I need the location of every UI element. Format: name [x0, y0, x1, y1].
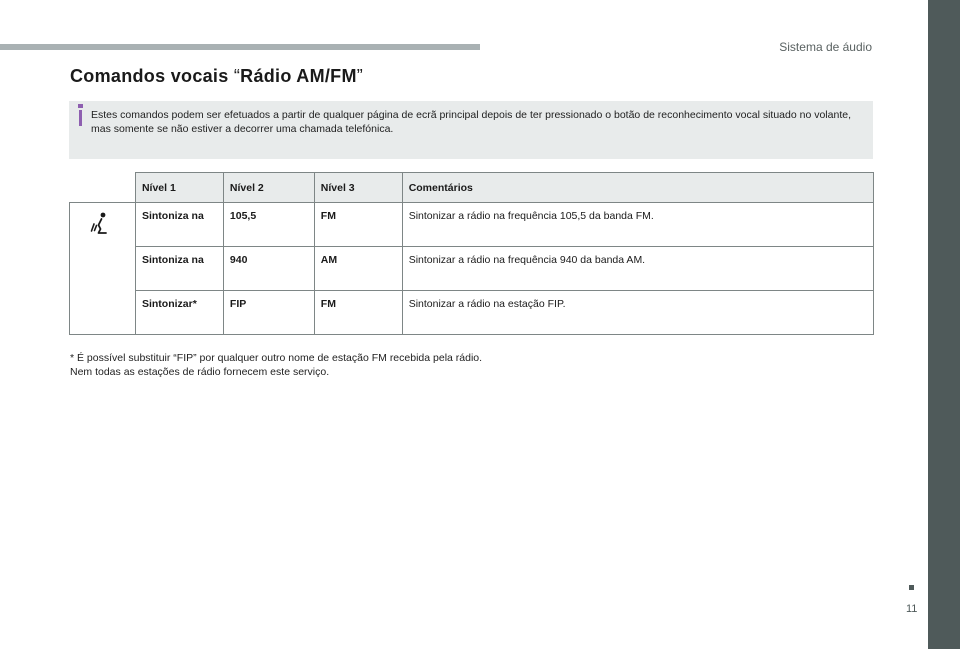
footnote-line-1: * É possível substituir “FIP” por qualquer outro nome de estação FM recebida pela rádio. [70, 352, 483, 364]
table-row [70, 291, 874, 335]
row2-comment: Sintonizar a rádio na frequência 940 da banda AM. [402, 247, 873, 291]
table-header-row [70, 173, 874, 203]
row3-level-1: Sintonizar* [135, 291, 223, 335]
page-marker [909, 585, 914, 590]
voice-command-table [69, 172, 874, 335]
title-close-quote: ” [356, 66, 364, 86]
row1-level-2: 105,5 [223, 203, 314, 247]
title-open-quote: “ [233, 66, 241, 86]
info-text: Estes comandos podem ser efetuados a partir de qualquer página de ecrã principal depois de ter pressionado o botão de reconhecimento vocal situado no volante, mas somente se não estiver a decorrer uma chamada telefónica. [91, 109, 851, 135]
info-box [69, 101, 873, 159]
header-rule [0, 44, 480, 50]
row3-comment: Sintonizar a rádio na estação FIP. [402, 291, 873, 335]
header-blank-cell [70, 173, 136, 203]
footnote [70, 352, 482, 379]
page-title [70, 66, 363, 87]
title-highlight: Rádio AM/FM [240, 66, 357, 86]
info-icon [79, 110, 82, 126]
info-icon-dot [78, 104, 83, 108]
title-main: Comandos vocais [70, 66, 234, 86]
page-edge-band [928, 0, 960, 649]
row3-level-3: FM [314, 291, 402, 335]
row2-level-2: 940 [223, 247, 314, 291]
header-level-2: Nível 2 [223, 173, 314, 203]
row1-level-1: Sintoniza na [135, 203, 223, 247]
row2-level-3: AM [314, 247, 402, 291]
row3-level-2: FIP [223, 291, 314, 335]
table-row [70, 247, 874, 291]
row2-level-1: Sintoniza na [135, 247, 223, 291]
header-level-1: Nível 1 [135, 173, 223, 203]
voice-icon-cell [70, 203, 136, 335]
page-number: 11 [906, 603, 918, 615]
header-comments: Comentários [402, 173, 873, 203]
row1-comment: Sintonizar a rádio na frequência 105,5 da banda FM. [402, 203, 873, 247]
section-label: Sistema de áudio [779, 40, 872, 54]
voice-command-icon [88, 211, 114, 237]
row1-level-3: FM [314, 203, 402, 247]
header-level-3: Nível 3 [314, 173, 402, 203]
table-row [70, 203, 874, 247]
footnote-line-2: Nem todas as estações de rádio fornecem este serviço. [70, 365, 330, 378]
